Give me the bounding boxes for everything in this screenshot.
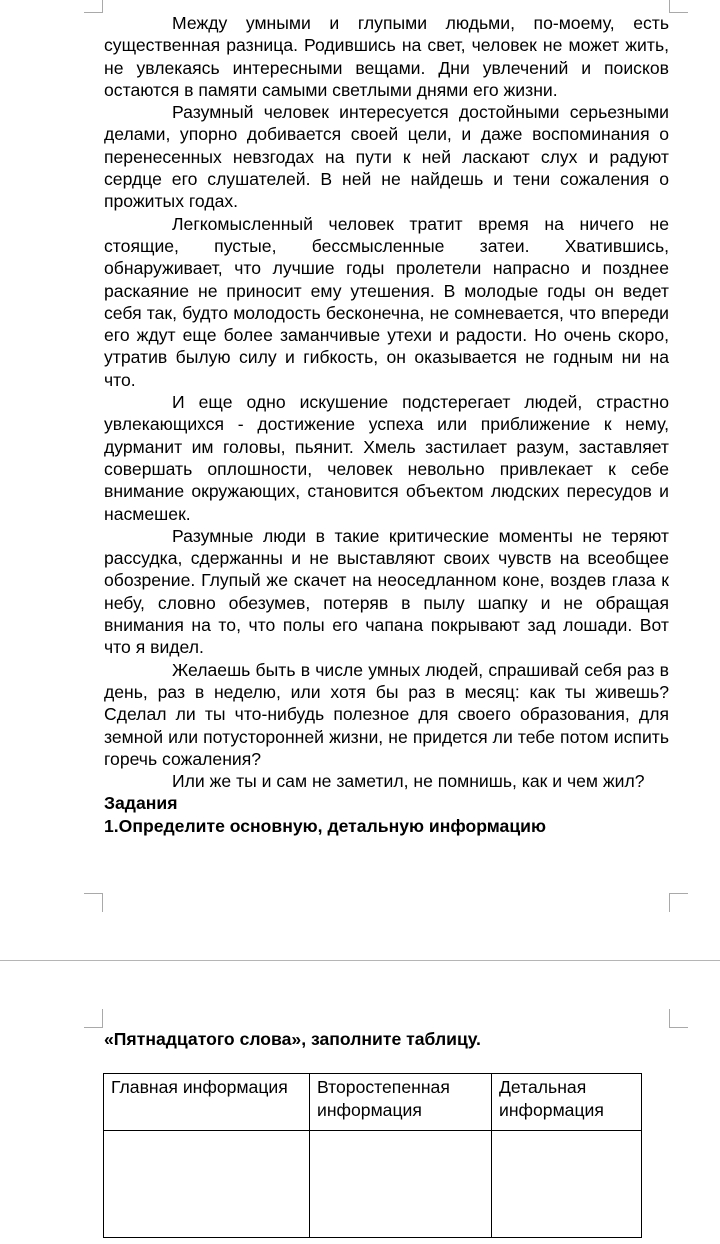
document-page-2 [0, 961, 720, 1244]
cell-detail-info[interactable] [492, 1131, 642, 1238]
task-1: 1.Определите основную, детальную информацию [104, 815, 546, 836]
paragraph-2: Разумный человек интересуется достойными серьезными делами, упорно добивается своей цели, и даже воспоминания о перенесенных невзгодах на пути к ней ласкают слух и радуют сердце его слушателей. В ней не найдешь и тени сожаления о прожитых годах. [104, 102, 669, 212]
paragraph-4: И еще одно искушение подстерегает людей, страстно увлекающихся - достижение успеха или приближение к нему, дурманит им головы, пьянит. Хмель застилает разум, заставляет совершать оплошности, человек невольно привлекает к себе внимание окружающих, становится объектом людских пересудов и насмешек. [104, 392, 669, 524]
table-row [104, 1131, 642, 1238]
page-corner-mark [669, 1009, 688, 1028]
header-secondary-info: Второстепенная информация [310, 1074, 492, 1131]
paragraph-1: Между умными и глупыми людьми, по-моему, есть существенная разница. Родившись на свет, человек не может жить, не увлекаясь интересными вещами. Дни увлечений и поисков остаются в памяти самыми светлыми днями его жизни. [104, 13, 669, 100]
cell-secondary-info[interactable] [310, 1131, 492, 1238]
paragraph-7: Или же ты и сам не заметил, не помнишь, как и чем жил? [172, 771, 645, 792]
info-table [103, 1073, 642, 1238]
page-corner-mark [669, 893, 688, 912]
paragraph-5: Разумные люди в такие критические моменты не теряют рассудка, сдержанны и не выставляют своих чувств на всеобщее обозрение. Глупый же скачет на неоседланном коне, воздев глаза к небу, словно обезумев, потеряв в пылу шапку и не обращая внимания на то, что полы его чапана покрывают зад лошади. Вот что я видел. [104, 525, 669, 658]
paragraph-6: Желаешь быть в числе умных людей, спрашивай себя раз в день, раз в неделю, или хотя бы раз в месяц: как ты живешь? Сделал ли ты что-нибудь полезное для своего образования, для земной или потусторонней жизни, не придется ли тебе потом испить горечь сожаления? [104, 659, 669, 769]
table-header-row [104, 1074, 642, 1131]
cell-main-info[interactable] [104, 1131, 310, 1238]
essay-text [104, 12, 669, 837]
page-corner-mark [84, 1009, 103, 1028]
page-corner-mark [84, 893, 103, 912]
header-main-info: Главная информация [104, 1074, 310, 1131]
page-corner-mark [84, 0, 103, 13]
header-detail-info: Детальная информация [492, 1074, 642, 1131]
task-continuation: «Пятнадцатого слова», заполните таблицу. [104, 1029, 481, 1049]
paragraph-3: Легкомысленный человек тратит время на ничего не стоящие, пустые, бессмысленные затеи. Хватившись, обнаруживает, что лучшие годы пролетели напрасно и позднее раскаяние не приносит ему утешения. В молодые годы он ведет себя так, будто молодость бесконечна, не сомневается, что впереди его ждут еще более заманчивые утехи и радости. Но очень скоро, утратив былую силу и гибкость, он оказывается не годным ни на что. [104, 213, 669, 390]
page-corner-mark [669, 0, 688, 13]
tasks-heading: Задания [104, 793, 178, 814]
